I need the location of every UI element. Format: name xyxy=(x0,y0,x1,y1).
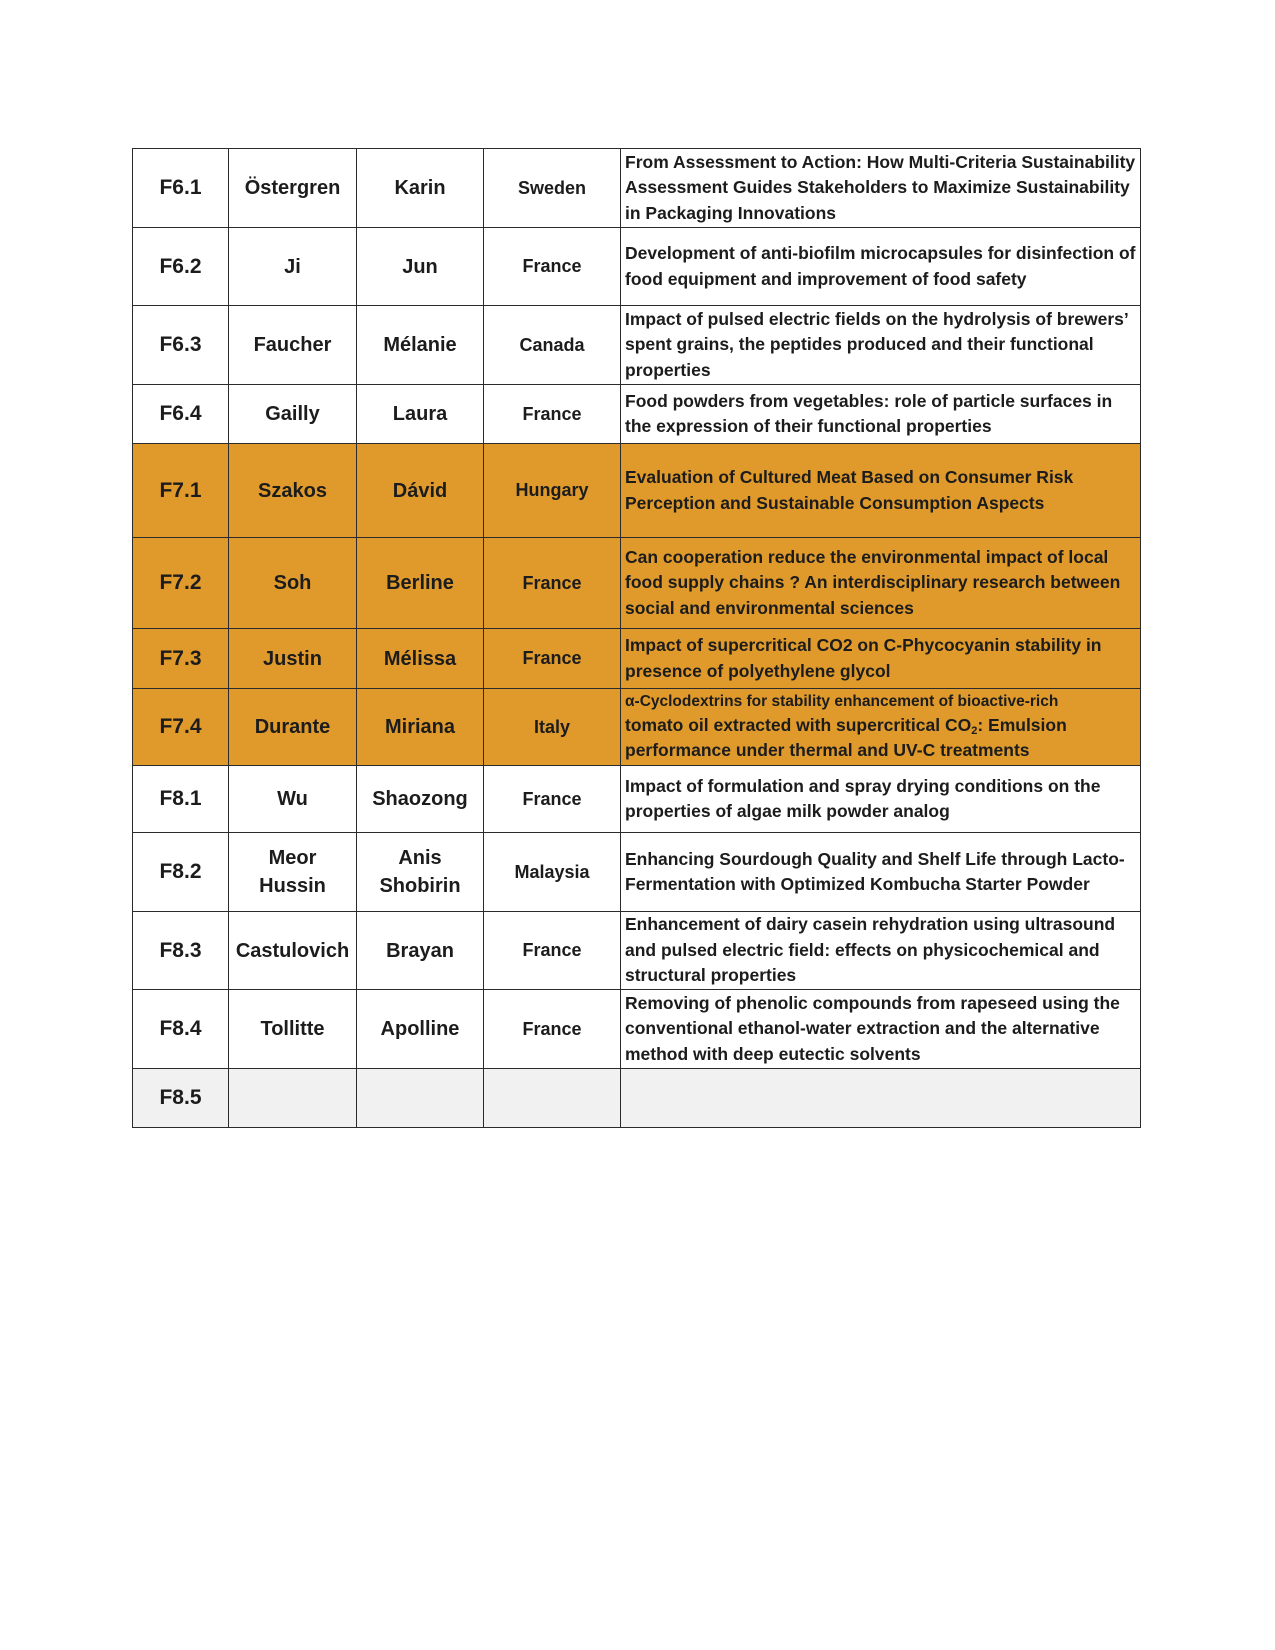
first-name: Berline xyxy=(357,538,484,629)
session-code: F7.4 xyxy=(133,689,229,766)
country: Malaysia xyxy=(484,833,621,912)
session-code: F6.3 xyxy=(133,306,229,385)
first-name: Brayan xyxy=(357,912,484,990)
table-row xyxy=(133,912,1141,990)
talk-title: Food powders from vegetables: role of particle surfaces in the expression of their functional properties xyxy=(621,385,1141,444)
country: Canada xyxy=(484,306,621,385)
talk-title: Evaluation of Cultured Meat Based on Consumer Risk Perception and Sustainable Consumption Aspects xyxy=(621,444,1141,538)
table-row xyxy=(133,149,1141,228)
talk-title: Development of anti-biofilm microcapsules for disinfection of food equipment and improvement of food safety xyxy=(621,228,1141,306)
first-name: Mélissa xyxy=(357,629,484,689)
first-name: Apolline xyxy=(357,990,484,1069)
surname: Faucher xyxy=(229,306,357,385)
table-row xyxy=(133,538,1141,629)
surname: Szakos xyxy=(229,444,357,538)
session-code: F8.3 xyxy=(133,912,229,990)
first-name: Karin xyxy=(357,149,484,228)
country: Sweden xyxy=(484,149,621,228)
country: France xyxy=(484,766,621,833)
table-row xyxy=(133,629,1141,689)
country: France xyxy=(484,538,621,629)
talk-title-subscript: 2 xyxy=(971,725,978,737)
session-code: F7.3 xyxy=(133,629,229,689)
table-row xyxy=(133,444,1141,538)
country: France xyxy=(484,228,621,306)
first-name: Anis Shobirin xyxy=(357,833,484,912)
talk-title-line-1: α-Cyclodextrins for stability enhancement of bioactive-rich xyxy=(625,693,1059,710)
country: France xyxy=(484,385,621,444)
country xyxy=(484,1069,621,1128)
talk-title-pre: tomato oil extracted with supercritical CO xyxy=(625,715,972,735)
surname xyxy=(229,1069,357,1128)
country: France xyxy=(484,912,621,990)
talk-title: Enhancing Sourdough Quality and Shelf Life through Lacto-Fermentation with Optimized Kombucha Starter Powder xyxy=(621,833,1141,912)
surname: Ji xyxy=(229,228,357,306)
table-row xyxy=(133,385,1141,444)
presentations-table xyxy=(132,148,1141,1128)
first-name: Miriana xyxy=(357,689,484,766)
surname: Justin xyxy=(229,629,357,689)
table-row xyxy=(133,228,1141,306)
first-name: Jun xyxy=(357,228,484,306)
surname: Gailly xyxy=(229,385,357,444)
session-code: F6.4 xyxy=(133,385,229,444)
surname: Wu xyxy=(229,766,357,833)
surname: Durante xyxy=(229,689,357,766)
table-row xyxy=(133,833,1141,912)
talk-title-post: : Emulsion performance under thermal and UV-C treatments xyxy=(625,715,1067,760)
table-row xyxy=(133,306,1141,385)
country: Hungary xyxy=(484,444,621,538)
table-row xyxy=(133,766,1141,833)
country: France xyxy=(484,990,621,1069)
surname: Tollitte xyxy=(229,990,357,1069)
talk-title: From Assessment to Action: How Multi-Criteria Sustainability Assessment Guides Stakeholders to Maximize Sustainability in Packaging Innovations xyxy=(621,149,1141,228)
session-code: F6.1 xyxy=(133,149,229,228)
country: France xyxy=(484,629,621,689)
session-code: F7.1 xyxy=(133,444,229,538)
session-code: F8.4 xyxy=(133,990,229,1069)
first-name: Laura xyxy=(357,385,484,444)
session-code: F8.1 xyxy=(133,766,229,833)
first-name: Mélanie xyxy=(357,306,484,385)
talk-title: Impact of supercritical CO2 on C-Phycocyanin stability in presence of polyethylene glycol xyxy=(621,629,1141,689)
session-code: F8.2 xyxy=(133,833,229,912)
talk-title: Impact of pulsed electric fields on the hydrolysis of brewers’ spent grains, the peptides produced and their functional properties xyxy=(621,306,1141,385)
talk-title: Can cooperation reduce the environmental impact of local food supply chains ? An interdisciplinary research between social and environmental sciences xyxy=(621,538,1141,629)
first-name xyxy=(357,1069,484,1128)
first-name: Shaozong xyxy=(357,766,484,833)
table-row xyxy=(133,689,1141,766)
schedule-sheet xyxy=(132,148,1141,1128)
table-row xyxy=(133,1069,1141,1128)
surname: Soh xyxy=(229,538,357,629)
talk-title: Removing of phenolic compounds from rapeseed using the conventional ethanol-water extraction and the alternative method with deep eutectic solvents xyxy=(621,990,1141,1069)
session-code: F7.2 xyxy=(133,538,229,629)
talk-title-rest xyxy=(625,713,1137,763)
session-code: F8.5 xyxy=(133,1069,229,1128)
country: Italy xyxy=(484,689,621,766)
session-code: F6.2 xyxy=(133,228,229,306)
talk-title xyxy=(621,1069,1141,1128)
surname: Meor Hussin xyxy=(229,833,357,912)
talk-title: Enhancement of dairy casein rehydration using ultrasound and pulsed electric field: effects on physicochemical and structural properties xyxy=(621,912,1141,990)
table-row xyxy=(133,990,1141,1069)
talk-title xyxy=(621,689,1141,766)
talk-title: Impact of formulation and spray drying conditions on the properties of algae milk powder analog xyxy=(621,766,1141,833)
first-name: Dávid xyxy=(357,444,484,538)
surname: Castulovich xyxy=(229,912,357,990)
surname: Östergren xyxy=(229,149,357,228)
